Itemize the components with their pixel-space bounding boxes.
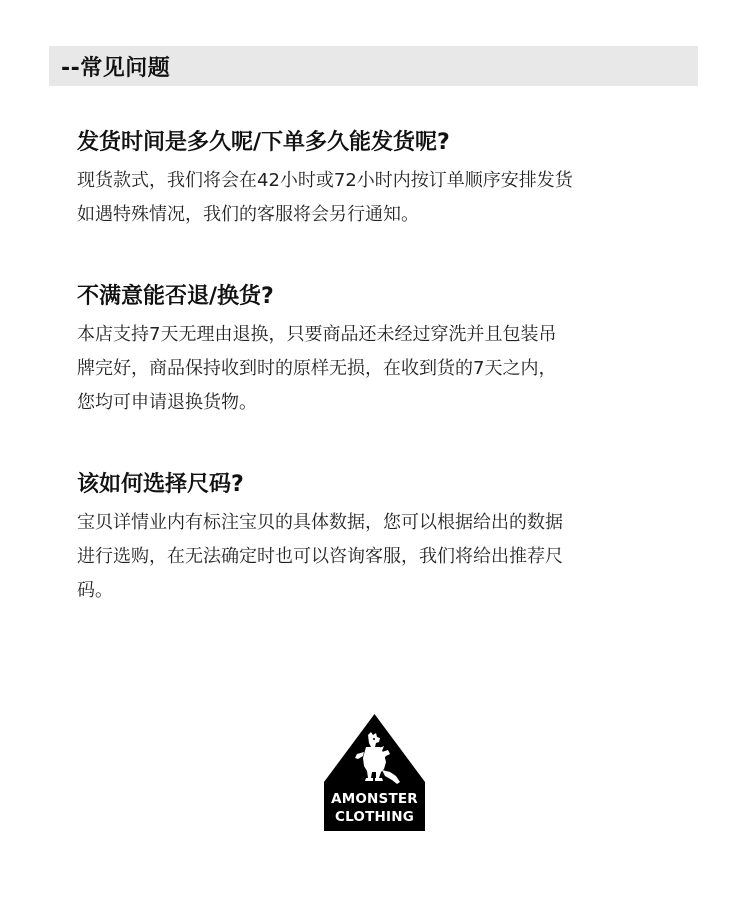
section-header [49, 46, 698, 86]
faq-question: 不满意能否退/换货? [77, 284, 274, 309]
logo-wordmark [324, 790, 425, 826]
faq-answer: 现货款式，我们将会在42小时或72小时内按订单顺序安排发货 如遇特殊情况，我们的客服将会另行通知。 [77, 170, 573, 225]
faq-item-sizing [77, 468, 677, 608]
section-title: --常见问题 [61, 55, 171, 81]
logo-line-2: CLOTHING [334, 809, 414, 825]
faq-answer: 宝贝详情业内有标注宝贝的具体数据，您可以根据给出的数据 进行选购，在无法确定时也可以咨询客服，我们将给出推荐尺 码。 [77, 512, 563, 601]
brand-logo [324, 714, 425, 831]
faq-list [77, 126, 677, 608]
faq-question: 该如何选择尺码? [77, 472, 244, 497]
logo-line-1: AMONSTER [331, 791, 418, 807]
faq-question: 发货时间是多久呢/下单多久能发货呢? [77, 130, 450, 155]
faq-answer: 本店支持7天无理由退换，只要商品还未经过穿洗并且包装吊 牌完好，商品保持收到时的原样无损，在收到货的7天之内， 您均可申请退换货物。 [77, 324, 557, 413]
faq-item-shipping [77, 126, 677, 232]
faq-item-returns [77, 280, 677, 420]
